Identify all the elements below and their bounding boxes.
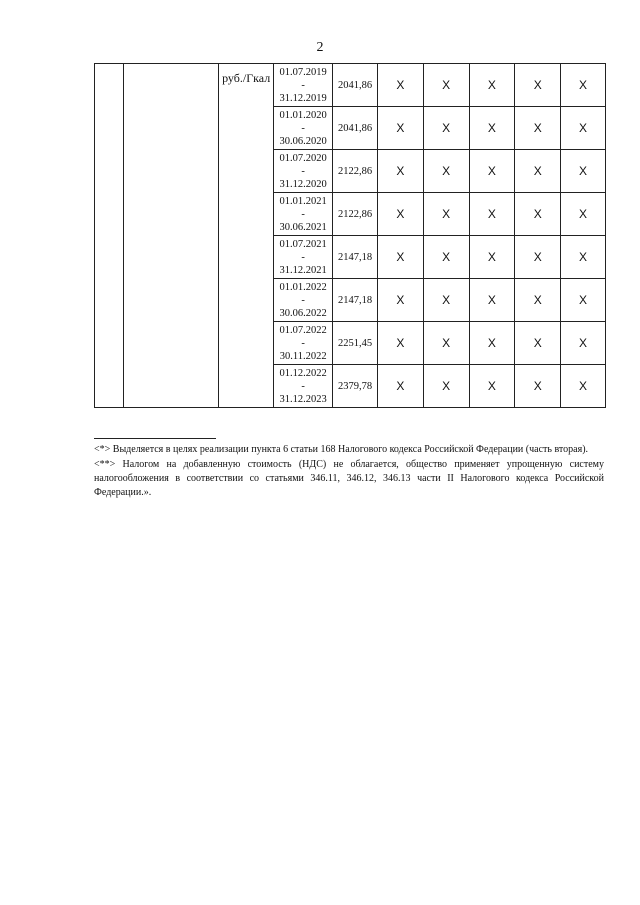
cell-not-applicable: X — [423, 150, 469, 193]
cell-not-applicable: X — [515, 64, 561, 107]
cell-not-applicable: X — [469, 193, 515, 236]
cell-not-applicable: X — [561, 107, 606, 150]
cell-price: 2147,18 — [333, 279, 378, 322]
period-dash: - — [301, 337, 305, 349]
cell-not-applicable: X — [377, 322, 423, 365]
cell-not-applicable: X — [515, 365, 561, 408]
period-end: 31.12.2023 — [279, 393, 327, 405]
cell-period — [274, 193, 333, 236]
cell-not-applicable: X — [469, 322, 515, 365]
page-number: 2 — [316, 40, 324, 55]
cell-not-applicable: X — [561, 193, 606, 236]
footnote-separator — [94, 438, 216, 439]
cell-not-applicable: X — [423, 193, 469, 236]
cell-not-applicable: X — [515, 107, 561, 150]
cell-name-blank — [123, 64, 219, 408]
period-end: 31.12.2019 — [279, 92, 327, 104]
cell-not-applicable: X — [423, 64, 469, 107]
period-dash: - — [301, 380, 305, 392]
cell-not-applicable: X — [561, 64, 606, 107]
period-end: 30.11.2022 — [279, 350, 327, 362]
cell-not-applicable: X — [377, 150, 423, 193]
cell-price: 2041,86 — [333, 107, 378, 150]
cell-period — [274, 279, 333, 322]
cell-period — [274, 64, 333, 107]
cell-not-applicable: X — [469, 150, 515, 193]
footnotes — [94, 443, 604, 501]
cell-not-applicable: X — [423, 107, 469, 150]
cell-not-applicable: X — [377, 236, 423, 279]
period-start: 01.07.2019 — [279, 66, 327, 78]
cell-not-applicable: X — [377, 365, 423, 408]
period-dash: - — [301, 294, 305, 306]
cell-unit: руб./Гкал — [219, 64, 274, 408]
cell-not-applicable: X — [515, 193, 561, 236]
cell-not-applicable: X — [515, 322, 561, 365]
cell-not-applicable: X — [561, 322, 606, 365]
table-body — [95, 64, 606, 408]
cell-not-applicable: X — [515, 236, 561, 279]
cell-not-applicable: X — [423, 279, 469, 322]
cell-price: 2251,45 — [333, 322, 378, 365]
cell-not-applicable: X — [469, 279, 515, 322]
cell-not-applicable: X — [423, 365, 469, 408]
cell-not-applicable: X — [469, 365, 515, 408]
cell-period — [274, 150, 333, 193]
period-end: 30.06.2022 — [279, 307, 327, 319]
cell-not-applicable: X — [469, 236, 515, 279]
period-end: 31.12.2020 — [279, 178, 327, 190]
cell-not-applicable: X — [377, 279, 423, 322]
footnote-vat-exempt: <**> Налогом на добавленную стоимость (НДС) не облагается, общество применяет упрощенную систему налогообложения в соответствии со статьями 346.11, 346.12, 346.13 части II Налогового кодекса Российской Федерации.». — [94, 459, 604, 498]
cell-not-applicable: X — [561, 365, 606, 408]
period-end: 30.06.2021 — [279, 221, 327, 233]
period-dash: - — [301, 165, 305, 177]
cell-index-blank — [95, 64, 124, 408]
period-dash: - — [301, 251, 305, 263]
period-dash: - — [301, 122, 305, 134]
cell-not-applicable: X — [377, 107, 423, 150]
cell-not-applicable: X — [377, 193, 423, 236]
period-start: 01.12.2022 — [279, 367, 327, 379]
cell-not-applicable: X — [423, 322, 469, 365]
period-start: 01.07.2021 — [279, 238, 327, 250]
cell-period — [274, 236, 333, 279]
period-dash: - — [301, 79, 305, 91]
cell-not-applicable: X — [561, 150, 606, 193]
period-end: 31.12.2021 — [279, 264, 327, 276]
period-dash: - — [301, 208, 305, 220]
cell-price: 2147,18 — [333, 236, 378, 279]
cell-price: 2041,86 — [333, 64, 378, 107]
period-start: 01.01.2020 — [279, 109, 327, 121]
cell-not-applicable: X — [561, 236, 606, 279]
cell-not-applicable: X — [469, 64, 515, 107]
period-start: 01.01.2021 — [279, 195, 327, 207]
cell-price: 2122,86 — [333, 193, 378, 236]
period-start: 01.07.2020 — [279, 152, 327, 164]
footnote-vat-allocation: <*> Выделяется в целях реализации пункта 6 статьи 168 Налогового кодекса Российской Федерации (часть вторая). — [94, 444, 589, 455]
cell-period — [274, 365, 333, 408]
cell-price: 2379,78 — [333, 365, 378, 408]
cell-not-applicable: X — [515, 279, 561, 322]
cell-not-applicable: X — [561, 279, 606, 322]
cell-period — [274, 322, 333, 365]
tariff-table — [94, 63, 606, 408]
period-start: 01.07.2022 — [279, 324, 327, 336]
period-end: 30.06.2020 — [279, 135, 327, 147]
period-start: 01.01.2022 — [279, 281, 327, 293]
cell-period — [274, 107, 333, 150]
cell-not-applicable: X — [423, 236, 469, 279]
cell-not-applicable: X — [469, 107, 515, 150]
cell-price: 2122,86 — [333, 150, 378, 193]
table-row — [95, 64, 606, 107]
cell-not-applicable: X — [377, 64, 423, 107]
cell-not-applicable: X — [515, 150, 561, 193]
